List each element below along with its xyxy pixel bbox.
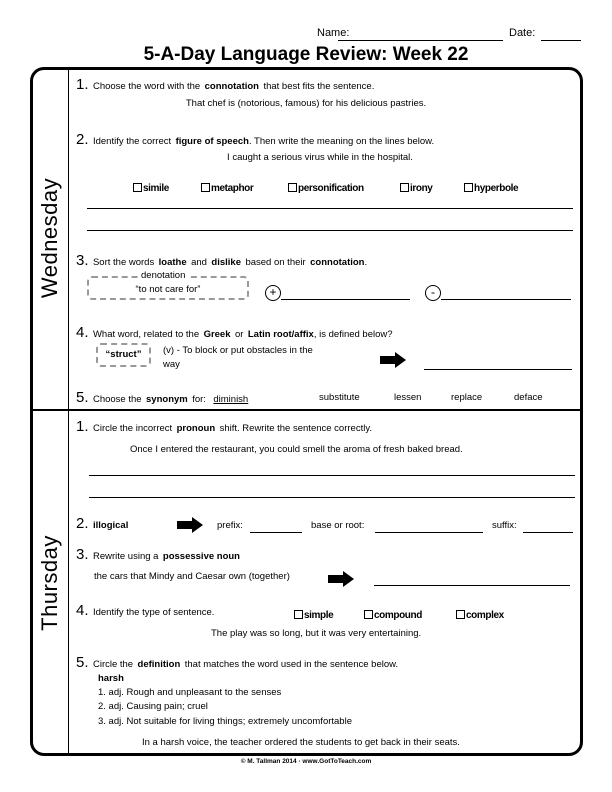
plus-icon: + (265, 285, 281, 301)
checkbox-icon[interactable] (288, 183, 297, 192)
worksheet-frame (30, 67, 583, 756)
arrow-right-icon (177, 517, 203, 533)
definition-line-1: (v) - To block or put obstacles in the (163, 345, 313, 356)
definition-line-2: way (163, 359, 180, 370)
target-word: diminish (213, 394, 249, 405)
negative-answer-line[interactable] (441, 299, 571, 300)
thu-q3-phrase: the cars that Mindy and Caesar own (together) (94, 571, 290, 582)
wed-q2-option-irony[interactable]: irony (400, 178, 432, 196)
name-field[interactable] (338, 40, 503, 41)
thu-q3-answer-line[interactable] (374, 585, 570, 586)
root-label: base or root: (311, 520, 365, 531)
wed-q2-option-hyperbole[interactable]: hyperbole (464, 178, 518, 196)
wed-q2-option-personification[interactable]: personification (288, 178, 364, 196)
day-divider (31, 409, 582, 411)
definition-option-2[interactable]: 2. adj. Causing pain; cruel (98, 701, 208, 712)
wed-q5-option-lessen[interactable]: lessen (394, 392, 422, 403)
arrow-right-icon (380, 352, 406, 368)
thu-q5-word: harsh (98, 673, 124, 684)
arrow-right-icon (328, 571, 354, 587)
column-divider (68, 68, 69, 755)
date-label: Date: (509, 27, 536, 39)
wed-q2-prompt: 2. Identify the correct figure of speech. Then write the meaning on the lines below. (76, 131, 435, 148)
thu-q3-prompt: 3. Rewrite using a possessive noun (76, 546, 240, 563)
root-word: “struct” (105, 349, 142, 360)
thu-q2-prompt: 2. illogical (76, 515, 129, 532)
thu-q1-sentence: Once I entered the restaurant, you could smell the aroma of fresh baked bread. (130, 444, 463, 455)
checkbox-icon[interactable] (133, 183, 142, 192)
thu-q4-option-compound[interactable]: compound (364, 605, 422, 623)
root-answer-line[interactable] (375, 532, 483, 533)
wed-q2-option-simile[interactable]: simile (133, 178, 169, 196)
date-field[interactable] (541, 40, 581, 41)
definition-option-3[interactable]: 3. adj. Not suitable for living things; extremely uncomfortable (98, 716, 352, 727)
denotation-value: “to not care for” (135, 284, 201, 295)
checkbox-icon[interactable] (294, 610, 303, 619)
wed-q5-option-replace[interactable]: replace (451, 392, 483, 403)
footer-copyright: © M. Tallman 2014 · www.GotToTeach.com (240, 758, 372, 765)
checkbox-icon[interactable] (201, 183, 210, 192)
wed-q1-prompt: 1. Choose the word with the connotation that best fits the sentence. (76, 76, 375, 93)
wed-q5-prompt: 5. Choose the synonym for: diminish (76, 389, 249, 406)
suffix-label: suffix: (492, 520, 517, 531)
wed-q2-answer-line-2[interactable] (87, 230, 573, 231)
thu-q4-sentence: The play was so long, but it was very entertaining. (211, 628, 422, 639)
thu-q1-answer-line-2[interactable] (89, 497, 575, 498)
name-label: Name: (317, 27, 350, 39)
wed-q1-sentence: That chef is (notorious, famous) for his delicious pastries. (185, 98, 427, 109)
checkbox-icon[interactable] (364, 610, 373, 619)
page-title: 5-A-Day Language Review: Week 22 (143, 44, 469, 65)
thu-q1-answer-line-1[interactable] (89, 475, 575, 476)
wed-q4-prompt: 4. What word, related to the Greek or Latin root/affix, is defined below? (76, 324, 393, 341)
checkbox-icon[interactable] (400, 183, 409, 192)
definition-option-1[interactable]: 1. adj. Rough and unpleasant to the senses (98, 687, 282, 698)
thu-q5-sentence: In a harsh voice, the teacher ordered the students to get back in their seats. (142, 737, 460, 748)
thu-q5-prompt: 5. Circle the definition that matches the word used in the sentence below. (76, 654, 399, 671)
wed-q4-answer-line[interactable] (424, 369, 572, 370)
thu-q1-prompt: 1. Circle the incorrect pronoun shift. Rewrite the sentence correctly. (76, 418, 373, 435)
thu-q4-option-complex[interactable]: complex (456, 605, 504, 623)
wed-q5-option-substitute[interactable]: substitute (319, 392, 360, 403)
thu-q4-option-simple[interactable]: simple (294, 605, 333, 623)
day-label-wednesday: Wednesday (37, 177, 62, 299)
thu-q4-prompt: 4. Identify the type of sentence. (76, 602, 215, 619)
checkbox-icon[interactable] (456, 610, 465, 619)
day-label-thursday: Thursday (37, 535, 62, 631)
minus-icon: - (425, 285, 441, 301)
positive-answer-line[interactable] (281, 299, 410, 300)
checkbox-icon[interactable] (464, 183, 473, 192)
suffix-answer-line[interactable] (523, 532, 573, 533)
wed-q2-option-metaphor[interactable]: metaphor (201, 178, 253, 196)
wed-q2-answer-line-1[interactable] (87, 208, 573, 209)
wed-q2-sentence: I caught a serious virus while in the hospital. (227, 152, 413, 163)
prefix-answer-line[interactable] (250, 532, 302, 533)
prefix-label: prefix: (217, 520, 243, 531)
wed-q3-prompt: 3. Sort the words loathe and dislike based on their connotation. (76, 252, 368, 269)
wed-q5-option-deface[interactable]: deface (514, 392, 543, 403)
denotation-label: denotation (138, 270, 188, 281)
